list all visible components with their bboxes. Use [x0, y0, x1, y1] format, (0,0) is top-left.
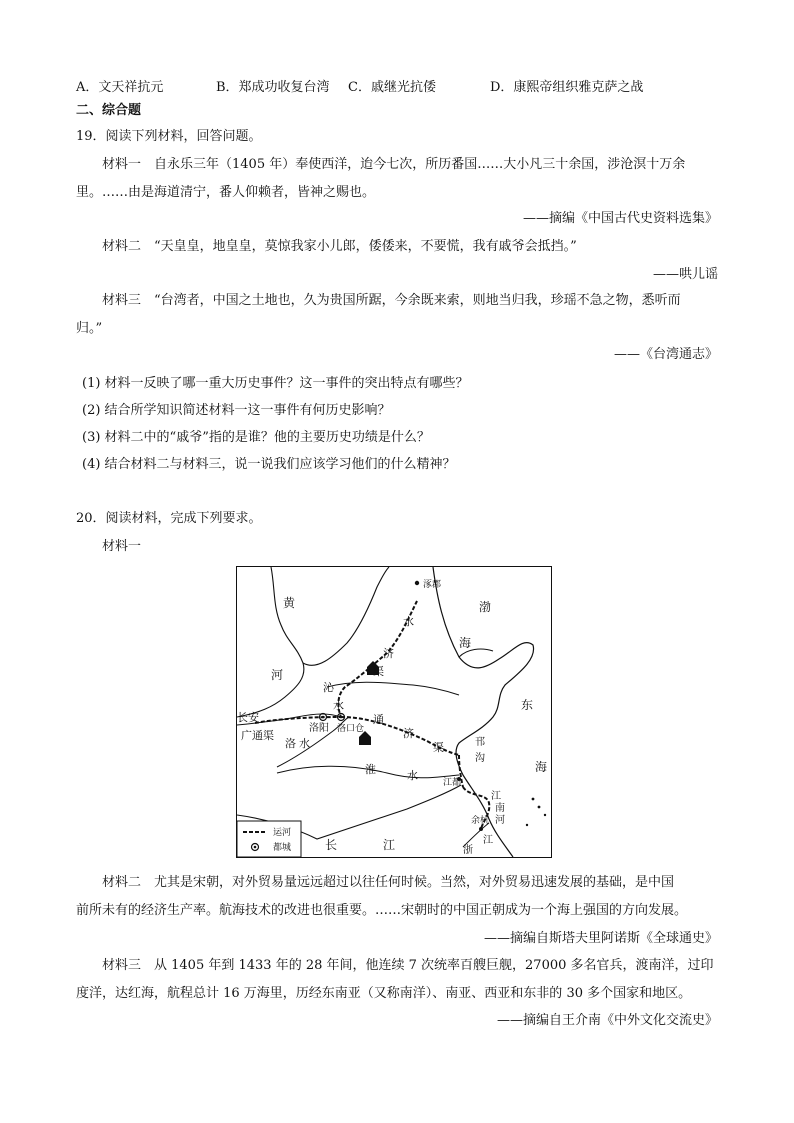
label-shui-2: 水 — [333, 699, 344, 712]
legend-box — [237, 821, 301, 857]
yellow-river-lower — [327, 682, 459, 695]
q20-stem: 20．阅读材料，完成下列要求。 — [76, 511, 262, 526]
q19-material2-source: ——哄儿谣 — [652, 267, 718, 282]
option-a: A．文天祥抗元 — [76, 80, 164, 95]
label-ji-2: 济 — [403, 727, 414, 740]
label-luoyang: 洛阳 — [309, 723, 329, 734]
label-dong: 东 — [521, 698, 534, 712]
q19-material3-line1: 材料三 “台湾者，中国之土地也，久为贵国所踞，今余既来索，则地当归我，珍瑶不急之物，悉听而 — [102, 293, 681, 308]
label-jiang-3: 江 — [383, 838, 396, 852]
grand-canal-map — [236, 566, 552, 858]
shandong-peninsula — [459, 649, 493, 657]
label-jiang-2: 江 — [483, 835, 493, 846]
label-he-2: 河 — [495, 815, 505, 826]
q20-material3-line1: 材料三 从 1405 年到 1433 年的 28 年间，他连续 7 次统率百艘巨舰，27000 多名官兵，渡南洋，过印 — [102, 958, 714, 973]
label-ji-1: 济 — [383, 647, 394, 660]
label-hai-2: 海 — [535, 760, 548, 774]
luoyang-capital-dot — [340, 716, 343, 719]
label-zhe: 浙 — [463, 845, 473, 856]
island — [538, 806, 541, 809]
option-d: D．康熙帝组织雅克萨之战 — [490, 80, 644, 95]
legend-capital-dot — [254, 846, 257, 849]
q20-material1-label: 材料一 — [102, 539, 142, 554]
label-luokoucang: 洛口仓 — [337, 724, 365, 734]
yellow-river — [237, 567, 304, 717]
q19-material3-line2: 归。” — [76, 321, 103, 336]
legend-capital-label: 都城 — [273, 843, 292, 853]
label-tong: 通 — [373, 713, 384, 726]
label-shui-3: 水 — [299, 737, 310, 750]
q20-material2-line1: 材料二 尤其是宋朝，对外贸易量远远超过以往任何时候。当然，对外贸易迅速发展的基础，是中国 — [102, 875, 675, 890]
label-shui-4: 水 — [407, 769, 418, 782]
section-title: 二、综合题 — [76, 103, 142, 118]
label-nan: 南 — [495, 803, 505, 814]
yellow-river-east — [303, 567, 389, 665]
q20-material2-source: ——摘编自斯塔夫里阿诺斯《全球通史》 — [483, 931, 718, 946]
label-zhuojun: 涿郡 — [423, 580, 442, 590]
label-shui-1: 水 — [403, 615, 414, 628]
q20-material2-line2: 前所未有的经济生产率。航海技术的改进也很重要。……宋朝时的中国正朝成为一个海上强国的方向发展。 — [76, 903, 688, 918]
label-luo: 洛 — [285, 737, 296, 750]
label-han: 邗 — [475, 737, 485, 748]
changan-capital-dot — [322, 716, 325, 719]
yuhang-dot — [479, 827, 483, 831]
legend-canal-label: 运河 — [273, 828, 292, 838]
label-bo: 渤 — [479, 600, 492, 614]
q19-subquestion-4: (4) 结合材料二与材料三，说一说我们应该学习他们的什么精神？ — [82, 457, 456, 472]
label-huang: 黄 — [283, 596, 296, 610]
label-jiangdu: 江都 — [443, 778, 462, 788]
q20-material3-source: ——摘编自王介南《中外文化交流史》 — [496, 1013, 718, 1028]
label-gou: 沟 — [475, 753, 485, 764]
label-yuhang: 余杭 — [471, 816, 490, 826]
q19-subquestion-3: (3) 材料二中的“戚爷”指的是谁？他的主要历史功绩是什么？ — [82, 430, 430, 445]
q20-material3-line2: 度洋，达红海，航程总计 16 万海里，历经东南亚（又称南洋）、南亚、西亚和东非的 30 多个国家和地区。 — [76, 986, 692, 1001]
label-chang: 长 — [325, 838, 338, 852]
zhuojun-dot — [415, 581, 419, 585]
island — [526, 824, 528, 826]
island — [544, 814, 546, 816]
q19-subquestion-1: (1) 材料一反映了哪一重大历史事件？这一事件的突出特点有哪些？ — [82, 376, 469, 391]
q19-subquestion-2: (2) 结合所学知识简述材料一这一事件有何历史影响？ — [82, 403, 391, 418]
q19-material1-source: ——摘编《中国古代史资料选集》 — [522, 211, 718, 226]
q19-material1-line1: 材料一 自永乐三年（1405 年）奉使西洋，迨今七次，所历番国……大小凡三十余国，涉沧溟十万余 — [102, 157, 686, 172]
option-b: B．郑成功收复台湾 — [216, 80, 330, 95]
q19-material3-source: ——《台湾通志》 — [613, 347, 718, 362]
q19-stem: 19．阅读下列材料，回答问题。 — [76, 129, 262, 144]
label-hai-1: 海 — [459, 636, 472, 650]
label-qu-2: 渠 — [433, 741, 444, 754]
option-c: C．戚继光抗倭 — [348, 80, 436, 95]
label-qin: 沁 — [323, 681, 334, 694]
q19-material1-line2: 里。……由是海道清宁，番人仰赖者，皆神之赐也。 — [76, 185, 376, 200]
label-he: 河 — [271, 668, 284, 682]
label-qu-1: 渠 — [373, 665, 384, 678]
label-changan: 长安 — [237, 711, 259, 724]
label-jiang-s: 江 — [491, 791, 501, 802]
label-guangtongqu: 广通渠 — [241, 729, 274, 742]
label-huai: 淮 — [365, 763, 376, 776]
island — [532, 798, 535, 801]
q19-material2-line1: 材料二 “天皇皇，地皇皇，莫惊我家小儿郎，倭倭来，不要慌，我有戚爷会抵挡。” — [102, 239, 577, 254]
map-drawing — [237, 567, 551, 857]
